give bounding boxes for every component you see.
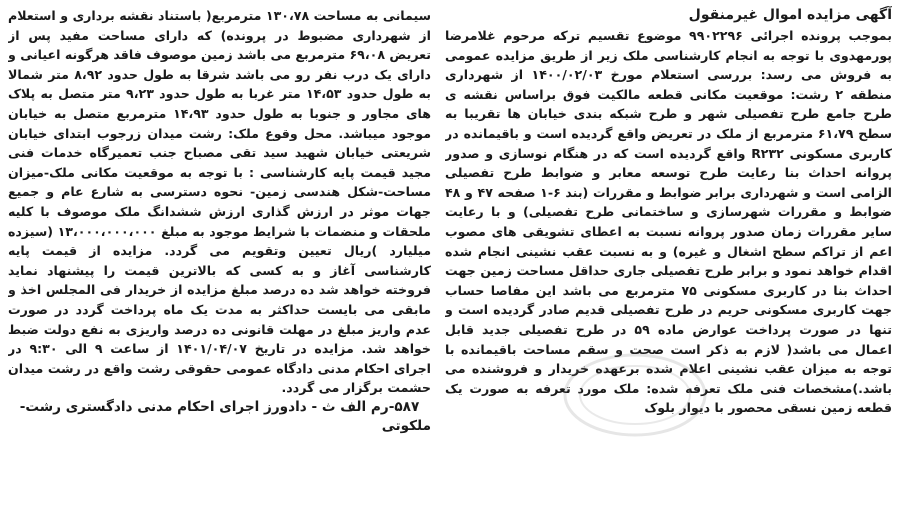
notice-paragraph-2: سیمانی به مساحت ۱۳۰،۷۸ مترمربع( باستناد نقشه برداری و استعلام از شهرداری مضبوط در پرونده) که دارای مساحت مفید پس از تعریض ۶۹،۰۸ مترمربع می باشد زمین موصوف فاقد هرگونه اعیانی و دارای یک درب نفر رو می باشد شرقا به طول حدود ۸،۹۲ متر شمالا به طول حدود ۱۴،۵۳ متر غربا به طول حدود ۹،۲۳ متر متصل به پلاک های مجاور و جنوبا به طول حدود ۱۴،۹۳ مترمربع متصل به خیابان موجود میباشد. محل وقوع ملک: رشت میدان زرجوب ابتدای خیابان شریعتی خیابان شهید سید تقی مصباح جنب تعمیرگاه خدمات فنی مجید قیمت پایه کارشناسی : با توجه به موقعیت مکانی ملک-میزان مساحت-شکل هندسی زمین- نحوه دسترسی به شارع عام و جمیع جهات موثر در ارزش گذاری ارزش ششدانگ ملک موصوف با کلیه ملحقات و منضمات با شرایط موجود به مبلغ ۱۳،۰۰۰،۰۰۰،۰۰۰ (سیزده میلیارد )ریال تعیین وتقویم می گردد. مزایده از قیمت پایه کارشناسی آغاز و به کسی که بالاترین قیمت را پیشنهاد نماید فروخته خواهد شد ده درصد مبلغ مزایده از خریدار فی المجلس اخذ و مابقی می بایست حداکثر به مدت یک ماه پرداخت گردد در صورت عدم واریز مبلغ در مهلت قانونی ده درصد واریزی به نفع دولت ضبط خواهد شد. مزایده در تاریخ ۱۴۰۱/۰۴/۰۷ از ساعت ۹ الی ۹:۳۰ در اجرای احکام مدنی دادگاه عمومی حقوقی رشت واقع در رشت میدان حشمت برگزار می گردد.	[8, 8, 431, 396]
signature-line: ۵۸۷-رم الف ث - دادورز اجرای احکام مدنی دادگستری رشت- ملکوتی	[19, 398, 431, 434]
right-column	[445, 6, 892, 505]
left-column	[8, 6, 431, 505]
notice-title: آگهی مزایده اموال غیرمنقول	[688, 7, 892, 23]
notice-paragraph-1: بموجب پرونده اجرائی ۹۹۰۲۲۹۶ موضوع تقسیم ترکه مرحوم غلامرضا پورمهدوی با توجه به انجام کارشناسی ملک زیر از طریق مزایده عمومی به فروش می رسد: بررسی استعلام مورخ ۱۴۰۰/۰۲/۰۳ از شهرداری منطقه ۲ رشت: موقعیت مکانی قطعه مالکیت فوق براساس نقشه ی طرح جامع طرح تفصیلی شهر و طرح شبکه بندی خیابان ها تقریبا به سطح ۶۱،۷۹ مترمربع از ملک در تعریض واقع گردیده است و باقیمانده در کاربری مسکونی R۲۳۲ واقع گردیده است که در هنگام نوسازی و صدور پروانه احداث بنا رعایت طرح توسعه معابر و ضوابط طرح تفصیلی الزامی است و شهرداری برابر ضوابط و مقررات (بند ۶-۱ صفحه ۴۷ و ۴۸ ضوابط و مقررات شهرسازی و ساختمانی طرح تفصیلی) و با رعایت سایر مقررات زمان صدور پروانه نسبت به اعطای تشویقی های مصوب اعم از تراکم سطح اشغال و غیره) و به نسبت عقب نشینی انجام شده اقدام خواهد نمود و برابر طرح تفصیلی جاری حداقل مساحت زمین جهت احداث بنا در کاربری مسکونی ۷۵ مترمربع می باشد این مفاصا حساب جهت کاربری مسکونی حریم در طرح تفصیلی قدیم صادر گردیده است و تنها در صورت پرداخت عوارض ماده ۵۹ در طرح تفصیلی جدید قابل اعمال می باشد( لازم به ذکر است صحت و سقم مساحت باقیمانده با توجه به میزان عقب نشینی اعلام شده برعهده خریدار و فروشنده می باشد.)مشخصات فنی ملک تعرفه شده: ملک مورد تعرفه به صورت یک قطعه زمین نسقی محصور با دیوار بلوک	[445, 28, 892, 416]
